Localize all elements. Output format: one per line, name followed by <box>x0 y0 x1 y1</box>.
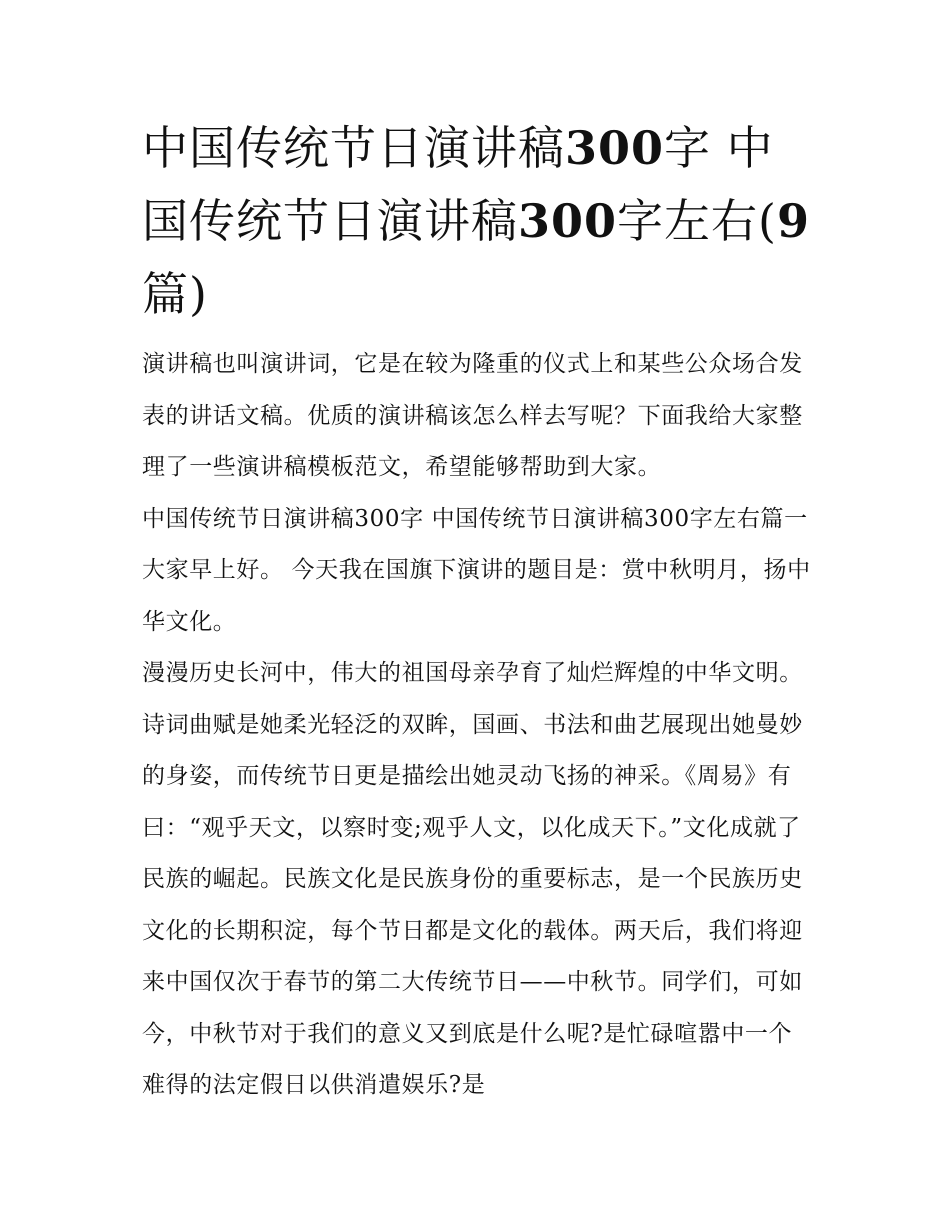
paragraph-heading-speech-one: 中国传统节日演讲稿300字 中国传统节日演讲稿300字左右篇一 大家早上好。 今天我在国旗下演讲的题目是：赏中秋明月，扬中华文化。 <box>142 505 811 635</box>
paragraph-intro: 演讲稿也叫演讲词，它是在较为隆重的仪式上和某些公众场合发表的讲话文稿。优质的演讲稿该怎么样去写呢？下面我给大家整理了一些演讲稿模板范文，希望能够帮助到大家。 <box>142 351 803 480</box>
document-body <box>142 339 814 1112</box>
document-title: 中国传统节日演讲稿300字 中国传统节日演讲稿300字左右(9篇) <box>142 121 810 321</box>
paragraph-history: 漫漫历史长河中，伟大的祖国母亲孕育了灿烂辉煌的中华文明。诗词曲赋是她柔光轻泛的双眸，国画、书法和曲艺展现出她曼妙的身姿，而传统节日更是描绘出她灵动飞扬的神采。《周易》有曰：“观乎天文，以察时变;观乎人文，以化成天下。”文化成就了民族的崛起。民族文化是民族身份的重要标志，是一个民族历史文化的长期积淀，每个节日都是文化的载体。两天后，我们将迎来中国仅次于春节的第二大传统节日——中秋节。同学们，可如今，中秋节对于我们的意义又到底是什么呢?是忙碌喧嚣中一个难得的法定假日以供消遣娱乐?是 <box>142 660 803 1098</box>
document-page <box>142 112 814 1112</box>
